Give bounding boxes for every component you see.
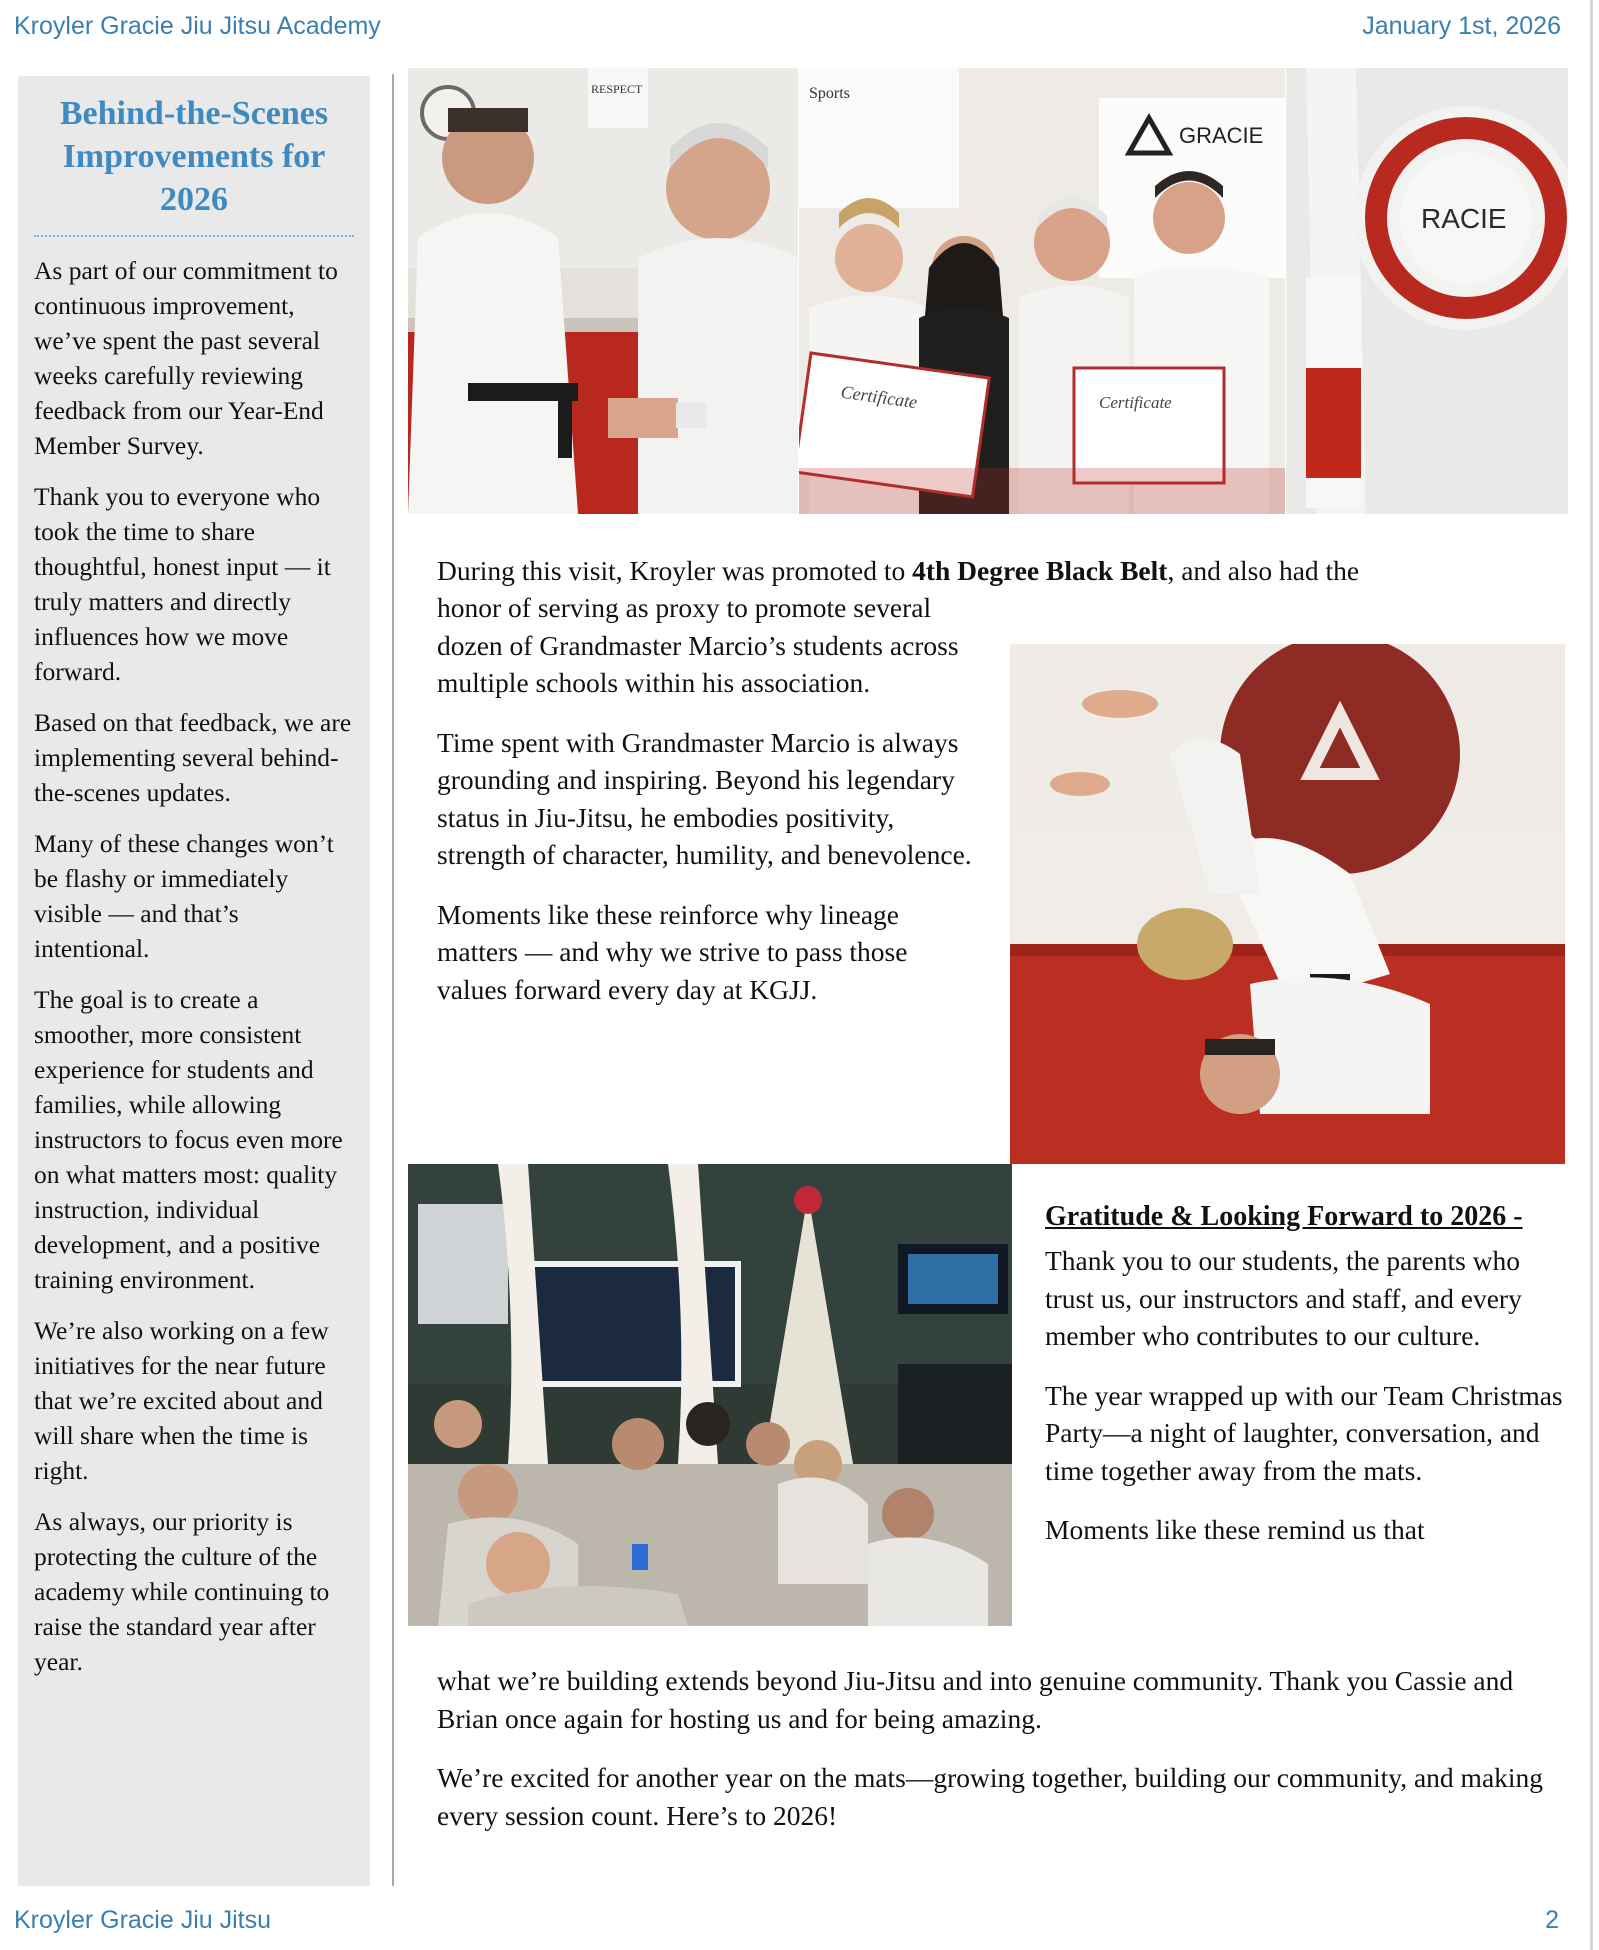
page-number: 2 — [1545, 1906, 1559, 1934]
page-edge — [1590, 0, 1593, 1950]
article-p1-prefix: During this visit, Kroyler was promoted to — [437, 555, 913, 586]
wall-gracie-text: GRACIE — [1179, 123, 1264, 148]
sidebar-paragraph: As part of our commitment to continuous improvement, we’ve spent the past several weeks carefully reviewing feedback from our Year-End Member Survey. — [34, 256, 338, 460]
sidebar-paragraph: Based on that feedback, we are implementing several behind-the-scenes updates. — [34, 708, 352, 807]
certificate-title-text: Certificate — [1099, 393, 1172, 412]
patch-racie-text: RACIE — [1421, 203, 1507, 234]
photo-belt-inspection — [408, 68, 798, 514]
footer-academy-name: Kroyler Gracie Jiu Jitsu — [14, 1906, 272, 1934]
article-paragraph-1-line-1 — [437, 552, 1557, 590]
photo-certificate-group — [799, 68, 1285, 514]
whiteboard-sports-text: Sports — [809, 85, 850, 102]
sidebar-paragraph: Many of these changes won’t be flashy or immediately visible — and that’s intentional. — [34, 829, 334, 963]
sign-respect-text: RESPECT — [591, 82, 643, 96]
article-column — [437, 589, 977, 1030]
article-composed — [437, 552, 1557, 590]
sidebar-paragraph: We’re also working on a few initiatives for the near future that we’re excited about and will share when the time is right. — [34, 1316, 329, 1485]
gratitude-paragraph-3-rest: what we’re building extends beyond Jiu-Jitsu and into genuine community. Thank you Cassie and Brian once again for hosting us and for being amazing. — [437, 1665, 1514, 1734]
article-p1-line1-tail: , and also had the — [1167, 555, 1360, 586]
article-paragraph-1-rest: honor of serving as proxy to promote several dozen of Grandmaster Marcio’s students across multiple schools within his association. — [437, 592, 959, 698]
column-divider — [392, 74, 394, 1886]
gratitude-section — [1045, 1198, 1565, 1549]
sidebar-title: Behind-the-Scenes Improvements for 2026 — [59, 95, 329, 218]
sidebar-paragraph: The goal is to create a smoother, more consistent experience for students and families, while allowing instructors to focus even more on what matters most: quality instruction, individual development, and a positive training environment. — [34, 985, 343, 1294]
certificate-title-text: Certificate — [839, 381, 919, 413]
sidebar-paragraph: Thank you to everyone who took the time to share thoughtful, honest input — it truly matters and directly influences how we move forward. — [34, 482, 331, 686]
photo-throw-demonstration — [1010, 644, 1565, 1164]
gratitude-paragraph-4: We’re excited for another year on the mats—growing together, building our community, and making every session count. Here’s to 2026! — [437, 1762, 1544, 1831]
header-academy-name: Kroyler Gracie Jiu Jitsu Academy — [14, 12, 381, 40]
article-p1-bold: 4th Degree Black Belt — [912, 555, 1168, 586]
photo-christmas-party — [408, 1164, 1012, 1626]
gratitude-paragraph-1: Thank you to our students, the parents who trust us, our instructors and staff, and every member who contributes to our culture. — [1045, 1245, 1522, 1351]
sidebar-paragraph: As always, our priority is protecting the culture of the academy while continuing to raise the standard year after year. — [34, 1507, 330, 1676]
photo-belt-patch — [1286, 68, 1568, 514]
gratitude-paragraph-3-line-1: Moments like these remind us that — [1045, 1514, 1425, 1545]
sidebar-divider — [34, 235, 354, 237]
gratitude-heading: Gratitude & Looking Forward to 2026 - — [1045, 1201, 1523, 1232]
article-paragraph-3: Moments like these reinforce why lineage matters — and why we strive to pass those values forward every day at KGJJ. — [437, 898, 908, 1005]
gratitude-closing — [437, 1662, 1562, 1856]
header-date: January 1st, 2026 — [1362, 12, 1561, 40]
gratitude-paragraph-2: The year wrapped up with our Team Christmas Party—a night of laughter, conversation, and time together away from the mats. — [1045, 1379, 1563, 1486]
sidebar — [18, 76, 370, 1886]
article-paragraph-2: Time spent with Grandmaster Marcio is always grounding and inspiring. Beyond his legendary status in Jiu-Jitsu, he embodies positivity, strength of character, humility, and benevolence. — [437, 726, 972, 870]
